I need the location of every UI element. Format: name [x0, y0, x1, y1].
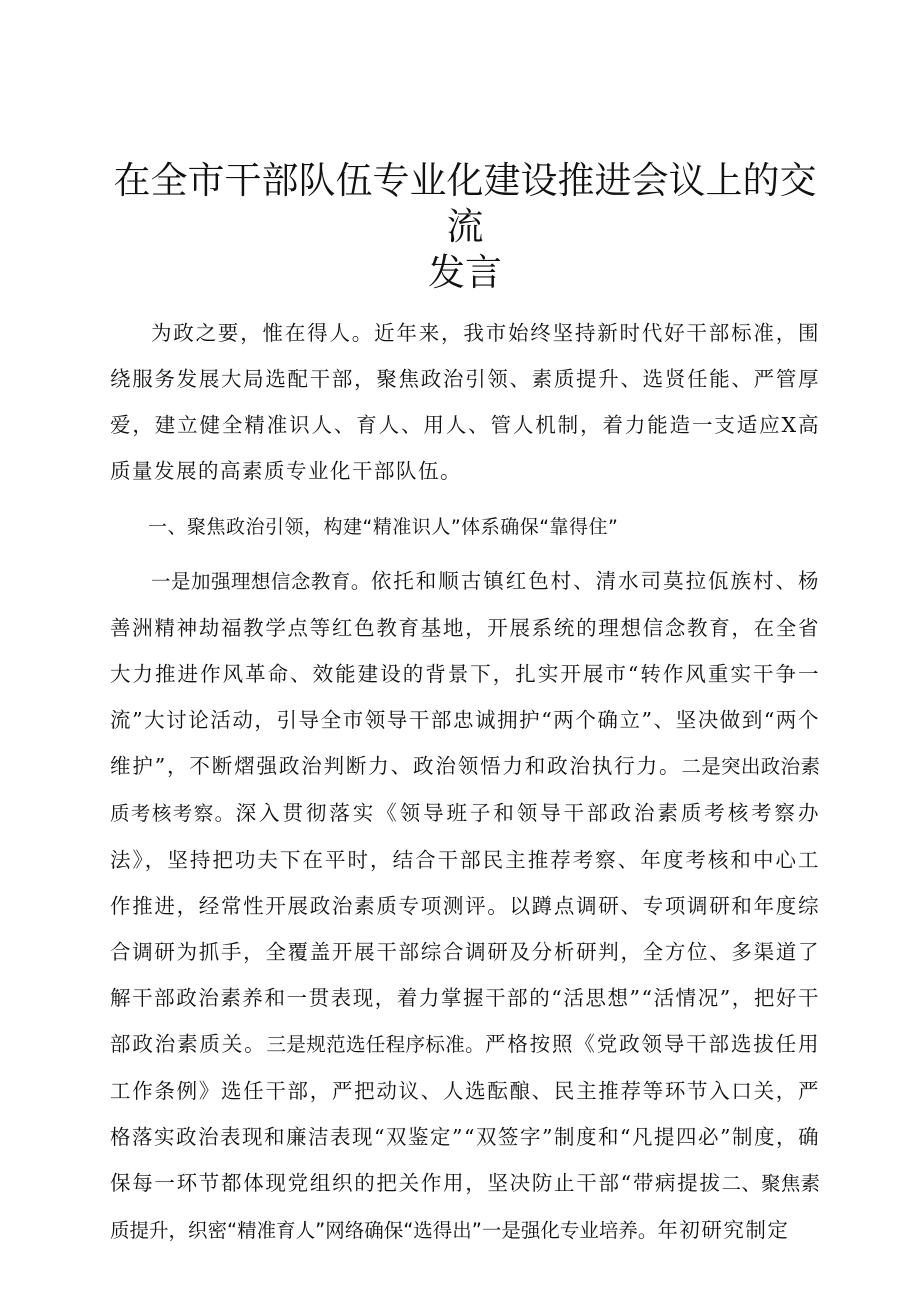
- lead-phrase-4: 二、聚焦素质提升，织密“精准育人”网络确保“选得出”一是强化专业培养。: [110, 1172, 820, 1242]
- paragraph-text-1: 依托和顺古镇红色村、清水司莫拉佤族村、杨善洲精神劫福教学点等红色教育基地，开展系统的理想信念教育，在全省大力推进作风革命、效能建设的背景下，扎实开展市“转作风重实干争一流”大讨论活动，引导全市领导干部忠诚拥护“两个确立”、坚决做到“两个维护”，不断熠强政治判断力、政治领悟力和政治执行力。: [110, 569, 820, 778]
- intro-paragraph: 为政之要，惟在得人。近年来，我市始终坚持新时代好干部标准，围绕服务发展大局选配干部，聚焦政治引领、素质提升、选贤任能、严管厚爱，建立健全精准识人、育人、用人、管人机制，着力能造一支适应X高质量发展的高素质专业化干部队伍。: [110, 321, 820, 483]
- paragraph-text-4: 年初研究制定: [657, 1218, 790, 1242]
- lead-phrase-1: 一是加强理想信念教育。: [151, 570, 371, 593]
- document-body: [110, 310, 820, 1254]
- paragraph-text-3: 严格按照《党政领导干部选拔任用工作条例》选任干部，严把动议、人选酝酿、民主推荐等环节入口关，严格落实政治表现和廉洁表现“双鉴定”“双签字”制度和“凡提四必”制度，确保每一环节都体现党组织的把关作用，坚决防止干部“带病提拔: [110, 1032, 820, 1195]
- lead-phrase-2: 二是突出政治素质考核考察。: [110, 755, 820, 825]
- title-line-1: 在全市干部队伍专业化建设推进会议上的交流: [113, 159, 817, 248]
- section-heading-1: 一、聚焦政治引领，构建“精准识人”体系确保“靠得住”: [148, 516, 619, 538]
- body-paragraph: [110, 558, 820, 1254]
- title-line-2: 发言: [428, 251, 502, 294]
- document-title: [110, 158, 820, 296]
- paragraph-text-2: 深入贯彻落实《领导班子和领导干部政治素质考核考察办法》，坚持把功夫下在平时，结合干部民主推荐考察、年度考核和中心工作推进，经常性开展政治素质专项测评。以蹲点调研、专项调研和年度综合调研为抓手，全覆盖开展干部综合调研及分析研判，全方位、多渠道了解干部政治素养和一贯表现，着力掌握干部的“活思想”“活情况”，把好干部政治素质关。: [110, 801, 820, 1056]
- lead-phrase-3: 三是规范选任程序标准。: [266, 1033, 485, 1056]
